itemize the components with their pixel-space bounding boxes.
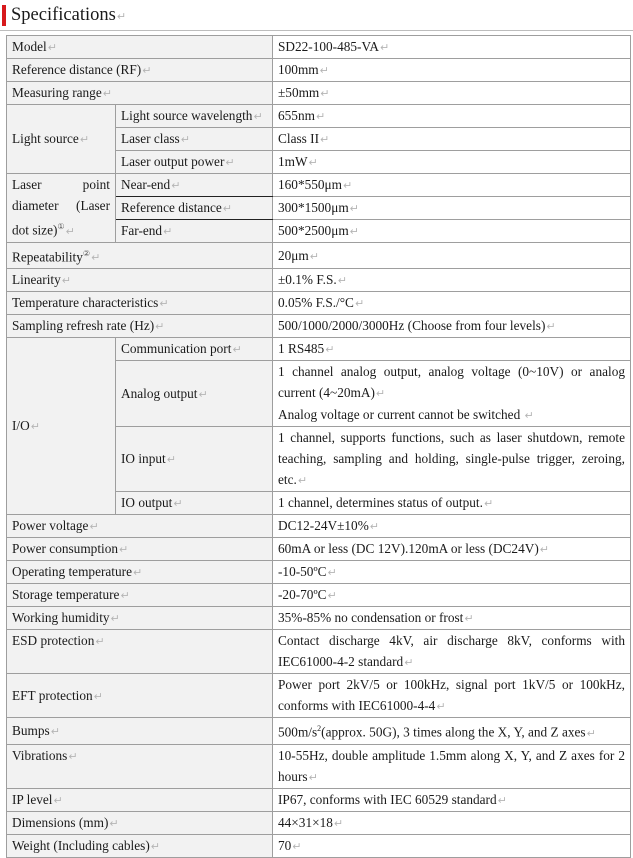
spec-key: Repeatability②↵ bbox=[7, 243, 273, 269]
specifications-table bbox=[6, 35, 631, 858]
spec-key: Temperature characteristics↵ bbox=[7, 292, 273, 315]
paragraph-mark-icon: ↵ bbox=[327, 589, 337, 603]
spec-group-light-source: Light source↵ bbox=[7, 105, 116, 174]
table-row-light-source-wavelength bbox=[7, 105, 631, 128]
table-row-temperature-characteristics bbox=[7, 292, 631, 315]
spec-key: Reference distance (RF)↵ bbox=[7, 59, 273, 82]
spec-subkey: Laser class↵ bbox=[116, 128, 273, 151]
spec-value: -10-50ºC↵ bbox=[273, 561, 631, 584]
paragraph-mark-icon: ↵ bbox=[47, 41, 57, 54]
footnote-marker: 2 bbox=[317, 724, 322, 734]
spec-value: 44×31×18↵ bbox=[273, 811, 631, 834]
spec-key: Weight (Including cables)↵ bbox=[7, 834, 273, 857]
paragraph-mark-icon: ↵ bbox=[120, 589, 130, 603]
paragraph-mark-icon: ↵ bbox=[337, 274, 347, 288]
spec-value: $500m/s^2(approx$. 50G), 3 times along the X, Y, and Z axes↵ bbox=[273, 718, 631, 744]
spec-key: Linearity↵ bbox=[7, 269, 273, 292]
paragraph-mark-icon: ↵ bbox=[319, 64, 329, 77]
paragraph-mark-icon: ↵ bbox=[546, 320, 556, 334]
section-header bbox=[0, 0, 633, 31]
spec-value: Power port 2kV/5 or 100kHz, signal port 1kV/5 or 100kHz, conforms with IEC61000-4-4↵ bbox=[273, 674, 631, 718]
paragraph-mark-icon: ↵ bbox=[68, 749, 78, 763]
spec-value: 500/1000/2000/3000Hz (Choose from four levels)↵ bbox=[273, 315, 631, 338]
spec-key: Operating temperature↵ bbox=[7, 561, 273, 584]
paragraph-mark-icon: ↵ bbox=[436, 700, 446, 714]
spec-value: ±0.1% F.S.↵ bbox=[273, 269, 631, 292]
table-row-sampling-refresh-rate bbox=[7, 315, 631, 338]
paragraph-mark-icon: ↵ bbox=[150, 839, 160, 853]
spec-key: IP level↵ bbox=[7, 788, 273, 811]
paragraph-mark-icon: ↵ bbox=[539, 543, 549, 557]
spec-value: 1 channel analog output, analog voltage (0~10V) or analog current (4~20mA)↵ Analog voltage or current cannot be switched ↵ bbox=[273, 361, 631, 427]
paragraph-mark-icon: ↵ bbox=[325, 343, 335, 357]
paragraph-mark-icon: ↵ bbox=[159, 297, 169, 311]
spec-value: Class II↵ bbox=[273, 128, 631, 151]
spec-value: 0.05% F.S./°C↵ bbox=[273, 292, 631, 315]
paragraph-mark-icon: ↵ bbox=[349, 202, 359, 215]
paragraph-mark-icon: ↵ bbox=[379, 41, 390, 54]
paragraph-mark-icon: ↵ bbox=[232, 343, 242, 357]
spec-value: 10-55Hz, double amplitude 1.5mm along X, Y, and Z axes for 2 hours↵ bbox=[273, 744, 631, 788]
spec-key: Power consumption↵ bbox=[7, 538, 273, 561]
paragraph-mark-icon: ↵ bbox=[61, 274, 71, 288]
table-row-measuring-range bbox=[7, 82, 631, 105]
table-row-power-voltage bbox=[7, 515, 631, 538]
paragraph-mark-icon: ↵ bbox=[89, 520, 99, 534]
spec-value: SD22-100-485-VA↵ bbox=[273, 36, 631, 59]
title-accent-bar bbox=[2, 5, 6, 26]
spec-value: 1 channel, determines status of output.↵ bbox=[273, 492, 631, 515]
table-row-eft-protection bbox=[7, 674, 631, 718]
paragraph-mark-icon: ↵ bbox=[253, 110, 263, 123]
table-row-operating-temperature bbox=[7, 561, 631, 584]
spec-value: 70↵ bbox=[273, 834, 631, 857]
paragraph-mark-icon: ↵ bbox=[53, 793, 63, 807]
spec-key: Working humidity↵ bbox=[7, 607, 273, 630]
spec-key: EFT protection↵ bbox=[7, 674, 273, 718]
paragraph-mark-icon: ↵ bbox=[171, 179, 181, 192]
table-row-linearity bbox=[7, 269, 631, 292]
spec-value: -20-70ºC↵ bbox=[273, 584, 631, 607]
spec-value: 35%-85% no condensation or frost↵ bbox=[273, 607, 631, 630]
paragraph-mark-icon: ↵ bbox=[65, 224, 75, 238]
spec-value: 655nm↵ bbox=[273, 105, 631, 128]
paragraph-mark-icon: ↵ bbox=[163, 225, 173, 238]
paragraph-mark-icon: ↵ bbox=[116, 10, 127, 23]
spec-group-io: I/O↵ bbox=[7, 338, 116, 515]
spec-key: Power voltage↵ bbox=[7, 515, 273, 538]
spec-value: 100mm↵ bbox=[273, 59, 631, 82]
paragraph-mark-icon: ↵ bbox=[50, 725, 60, 739]
table-row-dimensions bbox=[7, 811, 631, 834]
page-title: Specifications↵ bbox=[11, 5, 127, 25]
table-row-near-end bbox=[7, 174, 631, 197]
spec-value: 1 RS485↵ bbox=[273, 338, 631, 361]
paragraph-mark-icon: ↵ bbox=[333, 816, 344, 830]
spec-value: 20μm↵ bbox=[273, 243, 631, 269]
paragraph-mark-icon: ↵ bbox=[524, 409, 534, 423]
spec-group-laser-point-diameter: Laser point diameter (Laser dot size)①↵ bbox=[7, 174, 116, 243]
footnote-marker: ② bbox=[82, 249, 91, 258]
spec-value: 60mA or less (DC 12V).120mA or less (DC24V)↵ bbox=[273, 538, 631, 561]
paragraph-mark-icon: ↵ bbox=[119, 543, 129, 557]
table-row-working-humidity bbox=[7, 607, 631, 630]
paragraph-mark-icon: ↵ bbox=[497, 793, 507, 807]
spec-key: Bumps↵ bbox=[7, 718, 273, 744]
paragraph-mark-icon: ↵ bbox=[483, 497, 494, 511]
paragraph-mark-icon: ↵ bbox=[180, 133, 190, 146]
paragraph-mark-icon: ↵ bbox=[109, 816, 119, 830]
paragraph-mark-icon: ↵ bbox=[315, 110, 326, 123]
spec-value: DC12-24V±10%↵ bbox=[273, 515, 631, 538]
spec-value: 160*550μm↵ bbox=[273, 174, 631, 197]
table-row-esd-protection bbox=[7, 630, 631, 674]
paragraph-mark-icon: ↵ bbox=[309, 249, 319, 263]
spec-subkey: Reference distance↵ bbox=[116, 197, 273, 220]
paragraph-mark-icon: ↵ bbox=[102, 87, 112, 100]
spec-value: IP67, conforms with IEC 60529 standard↵ bbox=[273, 788, 631, 811]
spec-value: ±50mm↵ bbox=[273, 82, 631, 105]
paragraph-mark-icon: ↵ bbox=[354, 297, 365, 311]
paragraph-mark-icon: ↵ bbox=[79, 133, 90, 146]
paragraph-mark-icon: ↵ bbox=[110, 612, 120, 626]
spec-subkey: IO output↵ bbox=[116, 492, 273, 515]
table-row-model bbox=[7, 36, 631, 59]
paragraph-mark-icon: ↵ bbox=[142, 64, 152, 77]
paragraph-mark-icon: ↵ bbox=[308, 156, 318, 169]
paragraph-mark-icon: ↵ bbox=[320, 133, 330, 146]
footnote-marker: ① bbox=[57, 222, 65, 232]
table-row-ip-level bbox=[7, 788, 631, 811]
paragraph-mark-icon: ↵ bbox=[308, 770, 318, 784]
table-row-storage-temperature bbox=[7, 584, 631, 607]
spec-value: 1mW↵ bbox=[273, 151, 631, 174]
spec-key: Storage temperature↵ bbox=[7, 584, 273, 607]
paragraph-mark-icon: ↵ bbox=[30, 420, 40, 434]
spec-key: Dimensions (mm)↵ bbox=[7, 811, 273, 834]
paragraph-mark-icon: ↵ bbox=[327, 566, 337, 580]
paragraph-mark-icon: ↵ bbox=[586, 726, 596, 740]
paragraph-mark-icon: ↵ bbox=[225, 156, 235, 169]
spec-value: 1 channel, supports functions, such as laser shutdown, remote teaching, sampling and holding, single-pulse trigger, zeroing, etc.↵ bbox=[273, 427, 631, 492]
paragraph-mark-icon: ↵ bbox=[198, 387, 208, 401]
spec-subkey: Light source wavelength↵ bbox=[116, 105, 273, 128]
spec-value: 500*2500μm↵ bbox=[273, 220, 631, 243]
spec-key: Vibrations↵ bbox=[7, 744, 273, 788]
table-row-vibrations bbox=[7, 744, 631, 788]
spec-value: 300*1500μm↵ bbox=[273, 197, 631, 220]
paragraph-mark-icon: ↵ bbox=[369, 520, 379, 534]
paragraph-mark-icon: ↵ bbox=[292, 839, 302, 853]
paragraph-mark-icon: ↵ bbox=[375, 387, 386, 401]
table-row-reference-distance bbox=[7, 59, 631, 82]
paragraph-mark-icon: ↵ bbox=[91, 251, 101, 265]
spec-subkey: Laser output power↵ bbox=[116, 151, 273, 174]
paragraph-mark-icon: ↵ bbox=[404, 656, 414, 670]
paragraph-mark-icon: ↵ bbox=[155, 320, 165, 334]
spec-subkey: Analog output↵ bbox=[116, 361, 273, 427]
spec-key: Model↵ bbox=[7, 36, 273, 59]
paragraph-mark-icon: ↵ bbox=[173, 497, 183, 511]
paragraph-mark-icon: ↵ bbox=[93, 689, 103, 703]
paragraph-mark-icon: ↵ bbox=[132, 566, 143, 580]
table-row-bumps bbox=[7, 718, 631, 744]
paragraph-mark-icon: ↵ bbox=[95, 635, 105, 649]
paragraph-mark-icon: ↵ bbox=[343, 179, 353, 192]
spec-key: Sampling refresh rate (Hz)↵ bbox=[7, 315, 273, 338]
table-row-repeatability bbox=[7, 243, 631, 269]
paragraph-mark-icon: ↵ bbox=[464, 612, 474, 626]
paragraph-mark-icon: ↵ bbox=[222, 202, 232, 215]
spec-subkey: Near-end↵ bbox=[116, 174, 273, 197]
spec-key: Measuring range↵ bbox=[7, 82, 273, 105]
paragraph-mark-icon: ↵ bbox=[320, 87, 330, 100]
spec-key: ESD protection↵ bbox=[7, 630, 273, 674]
spec-subkey: Communication port↵ bbox=[116, 338, 273, 361]
paragraph-mark-icon: ↵ bbox=[166, 453, 176, 467]
table-row-power-consumption bbox=[7, 538, 631, 561]
paragraph-mark-icon: ↵ bbox=[349, 225, 359, 238]
spec-subkey: IO input↵ bbox=[116, 427, 273, 492]
paragraph-mark-icon: ↵ bbox=[297, 474, 308, 488]
spec-value: Contact discharge 4kV, air discharge 8kV, conforms with IEC61000-4-2 standard↵ bbox=[273, 630, 631, 674]
table-row-weight bbox=[7, 834, 631, 857]
table-row-communication-port bbox=[7, 338, 631, 361]
spec-subkey: Far-end↵ bbox=[116, 220, 273, 243]
